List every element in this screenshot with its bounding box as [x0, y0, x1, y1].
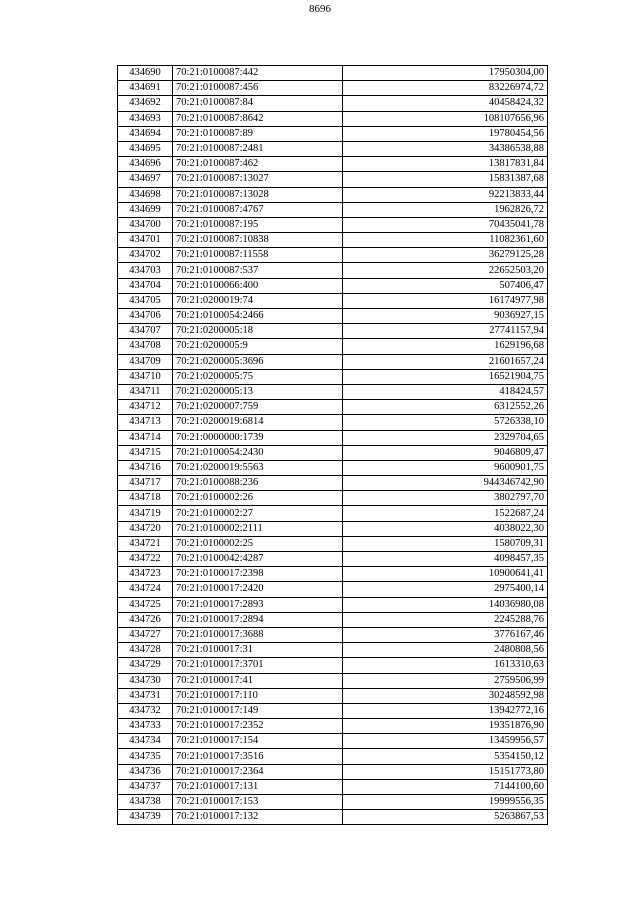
- row-number: 434701: [118, 233, 173, 248]
- cadastral-value: 15151773,80: [343, 764, 548, 779]
- table-row: [118, 172, 548, 187]
- cadastral-number: 70:21:0100042:4287: [173, 552, 343, 567]
- row-number: 434717: [118, 476, 173, 491]
- cadastral-number: 70:21:0100017:41: [173, 673, 343, 688]
- table-row: [118, 719, 548, 734]
- cadastral-value: 1522687,24: [343, 506, 548, 521]
- row-number: 434726: [118, 612, 173, 627]
- row-number: 434737: [118, 779, 173, 794]
- table-row: [118, 567, 548, 582]
- row-number: 434712: [118, 400, 173, 415]
- table-row: [118, 248, 548, 263]
- table-row: [118, 460, 548, 475]
- cadastral-number: 70:21:0200005:75: [173, 369, 343, 384]
- cadastral-value: 2329704,65: [343, 430, 548, 445]
- table-row: [118, 779, 548, 794]
- row-number: 434723: [118, 567, 173, 582]
- cadastral-value: 16174977,98: [343, 293, 548, 308]
- cadastral-value: 944346742,90: [343, 476, 548, 491]
- row-number: 434736: [118, 764, 173, 779]
- cadastral-value: 418424,57: [343, 384, 548, 399]
- cadastral-number: 70:21:0100017:2398: [173, 567, 343, 582]
- cadastral-value: 4038022,30: [343, 521, 548, 536]
- table-row: [118, 141, 548, 156]
- table-row: [118, 506, 548, 521]
- cadastral-number: 70:21:0100017:2364: [173, 764, 343, 779]
- cadastral-value: 5354150,12: [343, 749, 548, 764]
- cadastral-number: 70:21:0100087:13028: [173, 187, 343, 202]
- cadastral-number: 70:21:0100017:3688: [173, 627, 343, 642]
- cadastral-number: 70:21:0100017:153: [173, 795, 343, 810]
- table-row: [118, 612, 548, 627]
- table-row: [118, 643, 548, 658]
- cadastral-number: 70:21:0100017:31: [173, 643, 343, 658]
- row-number: 434700: [118, 217, 173, 232]
- table-body: [118, 66, 548, 825]
- table-row: [118, 369, 548, 384]
- table-row: [118, 66, 548, 81]
- table-row: [118, 521, 548, 536]
- table-row: [118, 202, 548, 217]
- cadastral-number: 70:21:0100017:154: [173, 734, 343, 749]
- row-number: 434734: [118, 734, 173, 749]
- cadastral-number: 70:21:0100087:2481: [173, 141, 343, 156]
- row-number: 434720: [118, 521, 173, 536]
- table-row: [118, 795, 548, 810]
- cadastral-number: 70:21:0100054:2430: [173, 445, 343, 460]
- cadastral-number: 70:21:0100087:442: [173, 66, 343, 81]
- cadastral-value: 83226974,72: [343, 81, 548, 96]
- table-row: [118, 384, 548, 399]
- table-row: [118, 126, 548, 141]
- cadastral-number: 70:21:0200005:3696: [173, 354, 343, 369]
- row-number: 434732: [118, 703, 173, 718]
- cadastral-value: 27741157,94: [343, 324, 548, 339]
- cadastral-number: 70:21:0200007:759: [173, 400, 343, 415]
- cadastral-number: 70:21:0100017:131: [173, 779, 343, 794]
- cadastral-number: 70:21:0100088:236: [173, 476, 343, 491]
- table-row: [118, 658, 548, 673]
- row-number: 434690: [118, 66, 173, 81]
- cadastral-value-table: [117, 65, 548, 825]
- table-row: [118, 278, 548, 293]
- table-row: [118, 476, 548, 491]
- table-row: [118, 703, 548, 718]
- row-number: 434691: [118, 81, 173, 96]
- cadastral-value: 14036980,08: [343, 597, 548, 612]
- cadastral-number: 70:21:0100054:2466: [173, 309, 343, 324]
- cadastral-number: 70:21:0000000:1739: [173, 430, 343, 445]
- cadastral-number: 70:21:0100002:26: [173, 491, 343, 506]
- cadastral-value: 19351876,90: [343, 719, 548, 734]
- cadastral-value: 5263867,53: [343, 810, 548, 825]
- cadastral-value: 10900641,41: [343, 567, 548, 582]
- table-row: [118, 400, 548, 415]
- table-row: [118, 81, 548, 96]
- cadastral-number: 70:21:0100066:400: [173, 278, 343, 293]
- row-number: 434704: [118, 278, 173, 293]
- row-number: 434735: [118, 749, 173, 764]
- row-number: 434714: [118, 430, 173, 445]
- row-number: 434710: [118, 369, 173, 384]
- table-row: [118, 415, 548, 430]
- row-number: 434733: [118, 719, 173, 734]
- cadastral-value: 19999556,35: [343, 795, 548, 810]
- table-row: [118, 157, 548, 172]
- row-number: 434729: [118, 658, 173, 673]
- row-number: 434708: [118, 339, 173, 354]
- cadastral-value: 1962826,72: [343, 202, 548, 217]
- cadastral-value: 16521904,75: [343, 369, 548, 384]
- row-number: 434715: [118, 445, 173, 460]
- cadastral-number: 70:21:0100017:2352: [173, 719, 343, 734]
- cadastral-value: 4098457,35: [343, 552, 548, 567]
- table-row: [118, 233, 548, 248]
- cadastral-number: 70:21:0100087:13027: [173, 172, 343, 187]
- cadastral-value: 11082361,60: [343, 233, 548, 248]
- cadastral-number: 70:21:0100087:195: [173, 217, 343, 232]
- row-number: 434695: [118, 141, 173, 156]
- cadastral-value: 2480808,56: [343, 643, 548, 658]
- row-number: 434694: [118, 126, 173, 141]
- row-number: 434702: [118, 248, 173, 263]
- cadastral-value: 108107656,96: [343, 111, 548, 126]
- table-row: [118, 293, 548, 308]
- table-row: [118, 734, 548, 749]
- cadastral-value: 22652503,20: [343, 263, 548, 278]
- table-row: [118, 627, 548, 642]
- cadastral-number: 70:21:0100017:2420: [173, 582, 343, 597]
- cadastral-value: 40458424,32: [343, 96, 548, 111]
- table-row: [118, 673, 548, 688]
- cadastral-value: 34386538,88: [343, 141, 548, 156]
- cadastral-number: 70:21:0100087:8642: [173, 111, 343, 126]
- row-number: 434713: [118, 415, 173, 430]
- cadastral-number: 70:21:0100017:132: [173, 810, 343, 825]
- cadastral-value: 9036927,15: [343, 309, 548, 324]
- cadastral-value: 36279125,28: [343, 248, 548, 263]
- cadastral-value: 5726338,10: [343, 415, 548, 430]
- table-row: [118, 96, 548, 111]
- cadastral-number: 70:21:0100087:537: [173, 263, 343, 278]
- row-number: 434738: [118, 795, 173, 810]
- table-row: [118, 187, 548, 202]
- table-row: [118, 582, 548, 597]
- row-number: 434698: [118, 187, 173, 202]
- cadastral-number: 70:21:0100017:2894: [173, 612, 343, 627]
- row-number: 434705: [118, 293, 173, 308]
- cadastral-number: 70:21:0200019:74: [173, 293, 343, 308]
- table-row: [118, 749, 548, 764]
- row-number: 434722: [118, 552, 173, 567]
- table-row: [118, 764, 548, 779]
- row-number: 434703: [118, 263, 173, 278]
- cadastral-value: 17950304,00: [343, 66, 548, 81]
- row-number: 434711: [118, 384, 173, 399]
- row-number: 434739: [118, 810, 173, 825]
- cadastral-number: 70:21:0100087:89: [173, 126, 343, 141]
- cadastral-value: 1580709,31: [343, 536, 548, 551]
- cadastral-value: 3802797,70: [343, 491, 548, 506]
- cadastral-value: 3776167,46: [343, 627, 548, 642]
- table-row: [118, 354, 548, 369]
- row-number: 434718: [118, 491, 173, 506]
- cadastral-number: 70:21:0100017:149: [173, 703, 343, 718]
- row-number: 434699: [118, 202, 173, 217]
- table-row: [118, 111, 548, 126]
- cadastral-number: 70:21:0200019:5563: [173, 460, 343, 475]
- cadastral-value: 507406,47: [343, 278, 548, 293]
- row-number: 434728: [118, 643, 173, 658]
- cadastral-number: 70:21:0100087:11558: [173, 248, 343, 263]
- cadastral-value: 1629196,68: [343, 339, 548, 354]
- table-row: [118, 552, 548, 567]
- cadastral-value: 13459956,57: [343, 734, 548, 749]
- table-row: [118, 491, 548, 506]
- page-number: 8696: [309, 3, 331, 15]
- table-row: [118, 309, 548, 324]
- cadastral-value: 15831387,68: [343, 172, 548, 187]
- table-row: [118, 217, 548, 232]
- cadastral-number: 70:21:0200019:6814: [173, 415, 343, 430]
- row-number: 434709: [118, 354, 173, 369]
- row-number: 434731: [118, 688, 173, 703]
- cadastral-value: 1613310,63: [343, 658, 548, 673]
- row-number: 434692: [118, 96, 173, 111]
- cadastral-number: 70:21:0200005:9: [173, 339, 343, 354]
- cadastral-number: 70:21:0100087:462: [173, 157, 343, 172]
- row-number: 434725: [118, 597, 173, 612]
- cadastral-number: 70:21:0100087:84: [173, 96, 343, 111]
- row-number: 434716: [118, 460, 173, 475]
- row-number: 434721: [118, 536, 173, 551]
- row-number: 434693: [118, 111, 173, 126]
- table-row: [118, 445, 548, 460]
- cadastral-number: 70:21:0100002:27: [173, 506, 343, 521]
- cadastral-value: 13817831,84: [343, 157, 548, 172]
- cadastral-value: 30248592,98: [343, 688, 548, 703]
- cadastral-value: 9600901,75: [343, 460, 548, 475]
- row-number: 434707: [118, 324, 173, 339]
- row-number: 434730: [118, 673, 173, 688]
- row-number: 434696: [118, 157, 173, 172]
- cadastral-value: 19780454,56: [343, 126, 548, 141]
- table-row: [118, 430, 548, 445]
- cadastral-number: 70:21:0200005:18: [173, 324, 343, 339]
- cadastral-value: 21601657,24: [343, 354, 548, 369]
- cadastral-value: 9046809,47: [343, 445, 548, 460]
- cadastral-value: 92213833,44: [343, 187, 548, 202]
- cadastral-value: 13942772,16: [343, 703, 548, 718]
- cadastral-number: 70:21:0100017:2893: [173, 597, 343, 612]
- table-row: [118, 263, 548, 278]
- table-row: [118, 597, 548, 612]
- row-number: 434727: [118, 627, 173, 642]
- cadastral-value: 70435041,78: [343, 217, 548, 232]
- table-row: [118, 536, 548, 551]
- cadastral-number: 70:21:0100002:25: [173, 536, 343, 551]
- row-number: 434719: [118, 506, 173, 521]
- row-number: 434706: [118, 309, 173, 324]
- cadastral-number: 70:21:0100087:456: [173, 81, 343, 96]
- cadastral-value: 7144100,60: [343, 779, 548, 794]
- table-row: [118, 324, 548, 339]
- table-row: [118, 339, 548, 354]
- cadastral-number: 70:21:0100087:10838: [173, 233, 343, 248]
- cadastral-number: 70:21:0100017:3701: [173, 658, 343, 673]
- cadastral-number: 70:21:0100002:2111: [173, 521, 343, 536]
- cadastral-number: 70:21:0100017:110: [173, 688, 343, 703]
- table-row: [118, 810, 548, 825]
- cadastral-value: 6312552,26: [343, 400, 548, 415]
- cadastral-number: 70:21:0100087:4767: [173, 202, 343, 217]
- cadastral-number: 70:21:0100017:3516: [173, 749, 343, 764]
- cadastral-value: 2245288,76: [343, 612, 548, 627]
- cadastral-value: 2975400,14: [343, 582, 548, 597]
- cadastral-value: 2759506,99: [343, 673, 548, 688]
- row-number: 434697: [118, 172, 173, 187]
- cadastral-number: 70:21:0200005:13: [173, 384, 343, 399]
- row-number: 434724: [118, 582, 173, 597]
- table-row: [118, 688, 548, 703]
